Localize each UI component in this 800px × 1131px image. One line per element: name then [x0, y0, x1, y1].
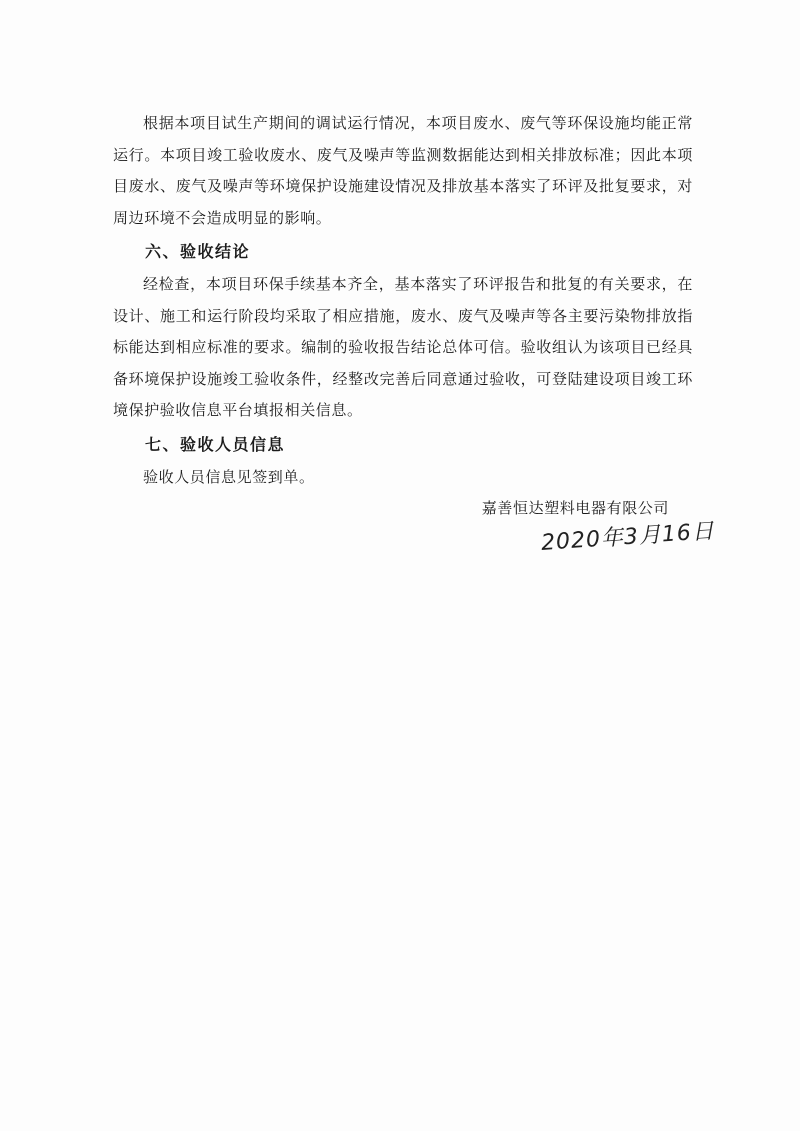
paragraph-personnel: 验收人员信息见签到单。 [143, 467, 315, 486]
company-signature: 嘉善恒达塑料电器有限公司 [481, 499, 669, 517]
section-heading-conclusion: 六、验收结论 [145, 242, 251, 261]
paragraph-conclusion: 经检查，本项目环保手续基本齐全，基本落实了环评报告和批复的有关要求，在设计、施工和运行阶段均采取了相应措施，废水、废气及噪声等各主要污染物排放指标能达到相应标准的要求。编制的验收报告结论总体可信。验收组认为该项目已经具备环境保护设施竣工验收条件，经整改完善后同意通过验收，可登陆建设项目竣工环境保护验收信息平台填报相关信息。 [113, 275, 693, 419]
handwritten-date: 2020年3月16日 [540, 518, 716, 556]
paragraph-trial-operation: 根据本项目试生产期间的调试运行情况，本项目废水、废气等环保设施均能正常运行。本项目竣工验收废水、废气及噪声等监测数据能达到相关排放标准；因此本项目废水、废气及噪声等环境保护设施建设情况及排放基本落实了环评及批复要求，对周边环境不会造成明显的影响。 [113, 114, 693, 227]
section-heading-personnel: 七、验收人员信息 [145, 434, 286, 454]
document-body [113, 108, 693, 493]
